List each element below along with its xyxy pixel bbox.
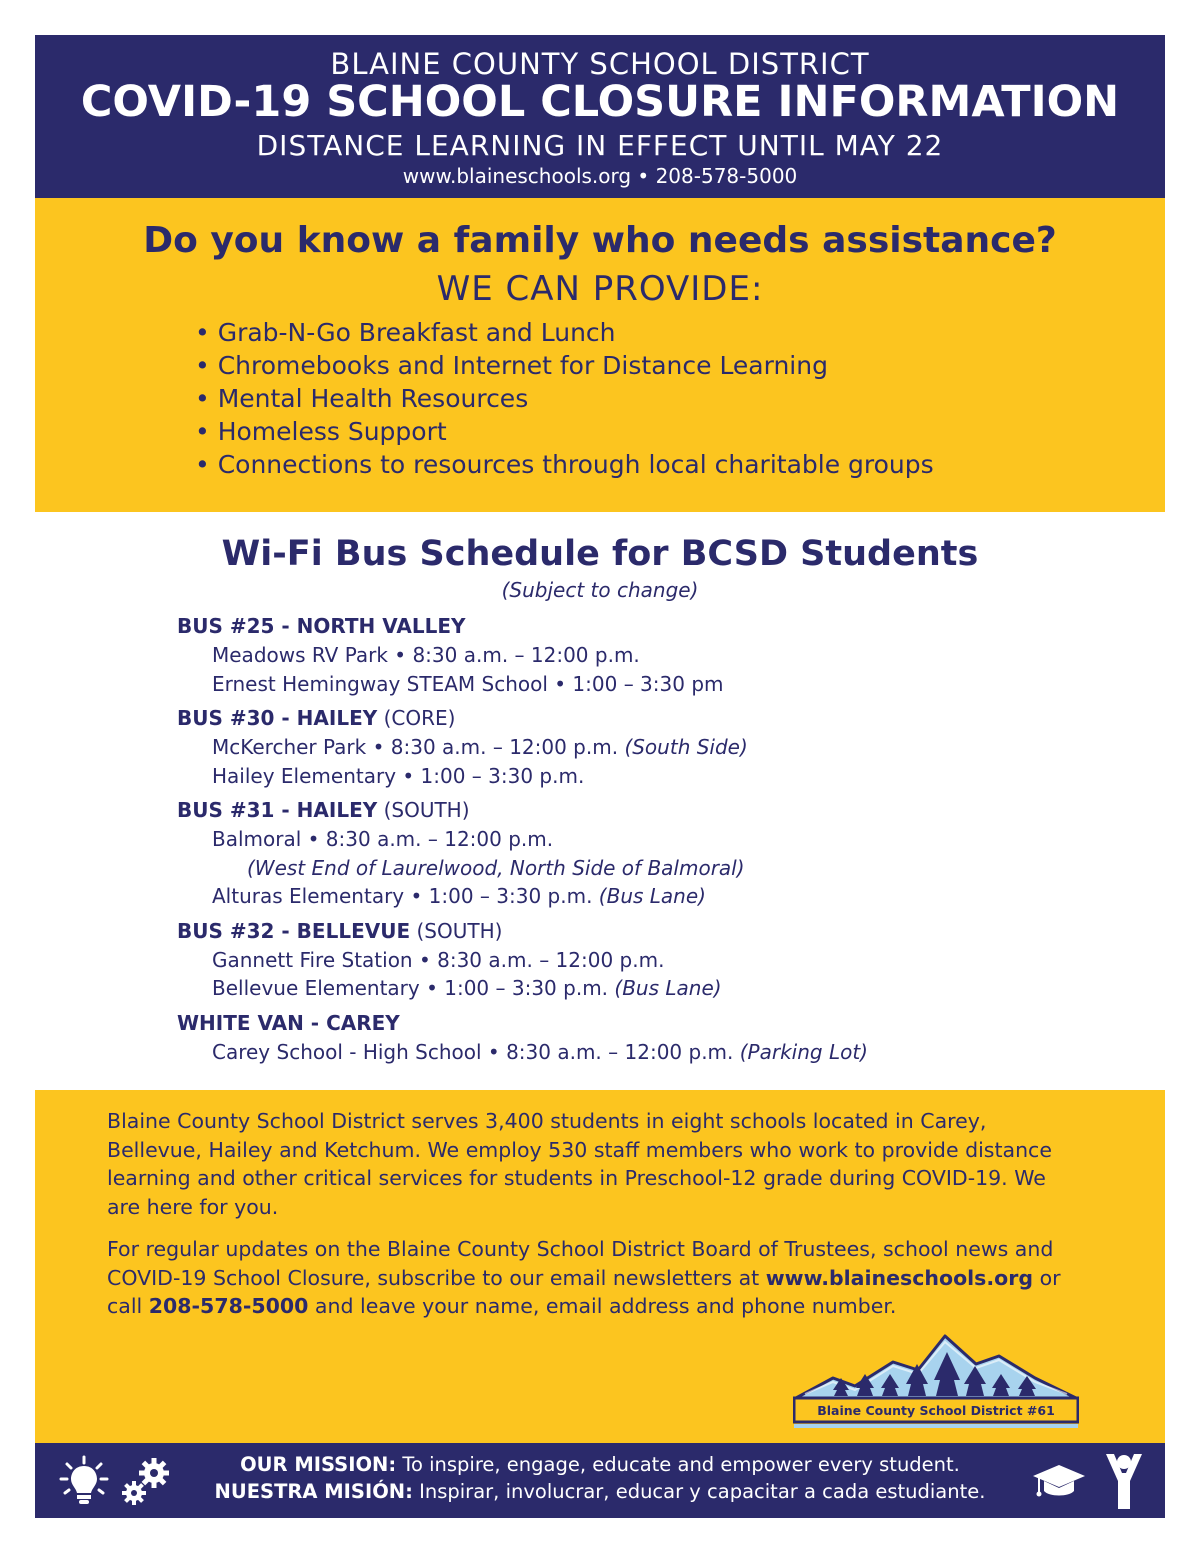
stop-text: Balmoral • 8:30 a.m. – 12:00 p.m.	[212, 827, 554, 851]
list-item: • Mental Health Resources	[195, 384, 529, 413]
route-heading	[177, 612, 868, 641]
route-zone: (SOUTH)	[410, 918, 503, 943]
stop-text: McKercher Park • 8:30 a.m. – 12:00 p.m.	[212, 735, 625, 759]
bus-schedule-heading: Wi-Fi Bus Schedule for BCSD Students	[221, 534, 979, 574]
page-subtitle: DISTANCE LEARNING IN EFFECT UNTIL MAY 22	[256, 129, 944, 162]
stop-note: (Parking Lot)	[739, 1039, 868, 1064]
route-bus-32	[177, 917, 868, 1003]
stop-text: Gannett Fire Station • 8:30 a.m. – 12:00 p.m.	[212, 947, 665, 972]
about-paragraph: Blaine County School District serves 3,400 students in eight schools located in Carey, Bellevue, Hailey and Ketchum. We employ 530 staff members who work to provide distance learning and other critical services for students in Preschool-12 grade during COVID-19. We are here for you.	[107, 1109, 1052, 1219]
route-heading	[177, 1009, 868, 1038]
stop-note: (Bus Lane)	[598, 884, 706, 908]
stop-note: (South Side)	[624, 735, 748, 759]
mission-label: OUR MISSION:	[240, 1453, 397, 1476]
we-can-provide-heading: WE CAN PROVIDE:	[436, 269, 764, 309]
route-heading	[177, 917, 868, 946]
route-name: BUS #31 - HAILEY	[177, 798, 378, 822]
updates-paragraph	[107, 1235, 1067, 1321]
logo-text: Blaine County School District #61	[817, 1403, 1055, 1418]
page-title: COVID-19 SCHOOL CLOSURE INFORMATION	[80, 77, 1120, 127]
route-name: BUS #30 - HAILEY	[177, 706, 378, 730]
route-stop	[177, 670, 868, 699]
mission-footer	[35, 1443, 1165, 1518]
route-stop	[177, 882, 868, 911]
services-list	[195, 316, 934, 481]
bus-schedule-note: (Subject to change)	[501, 578, 699, 602]
route-bus-25	[177, 612, 868, 698]
routes-list	[177, 612, 868, 1072]
route-stop	[177, 733, 868, 762]
mission-english	[35, 1453, 1165, 1476]
route-stop	[177, 974, 868, 1003]
list-item: • Connections to resources through local charitable groups	[195, 450, 934, 479]
bus-schedule-section	[0, 512, 1200, 1090]
mission-spanish	[35, 1480, 1165, 1503]
stop-note: (Bus Lane)	[614, 976, 722, 1000]
list-item: • Homeless Support	[195, 417, 447, 446]
district-logo	[793, 1334, 1079, 1430]
contact-line: www.blaineschools.org • 208-578-5000	[402, 164, 798, 188]
stop-text: Alturas Elementary • 1:00 – 3:30 p.m.	[212, 884, 599, 908]
graduation-cap-icon	[1031, 1461, 1087, 1501]
route-stop	[177, 1038, 868, 1067]
route-stop-location-note	[177, 854, 868, 883]
list-item: • Grab-N-Go Breakfast and Lunch	[195, 318, 616, 347]
route-bus-30	[177, 704, 868, 790]
route-zone: (SOUTH)	[377, 798, 470, 822]
route-heading	[177, 796, 868, 825]
updates-text: and leave your name, email address and phone number.	[308, 1294, 897, 1318]
route-stop	[177, 762, 868, 791]
updates-text: For regular updates on the Blaine County School District Board of Trustees, school news and COVID-19 School Closure, subscribe to our email newsletters at	[107, 1237, 1054, 1290]
stop-text: Meadows RV Park • 8:30 a.m. – 12:00 p.m.	[212, 643, 640, 667]
stop-text: Carey School - High School • 8:30 a.m. – 12:00 p.m.	[212, 1039, 740, 1064]
route-stop	[177, 825, 868, 854]
raised-arms-person-icon	[1103, 1451, 1145, 1511]
mission-text: To inspire, engage, educate and empower every student.	[396, 1453, 960, 1476]
mission-text: Inspirar, involucrar, educar y capacitar a cada estudiante.	[412, 1480, 986, 1503]
route-name: BUS #32 - BELLEVUE	[177, 918, 411, 943]
list-item: • Chromebooks and Internet for Distance Learning	[195, 351, 828, 380]
route-name: BUS #25 - NORTH VALLEY	[177, 614, 466, 638]
route-zone: (CORE)	[377, 706, 456, 730]
about-section	[35, 1090, 1165, 1443]
assistance-question: Do you know a family who needs assistance?	[143, 220, 1057, 261]
website-link[interactable]: www.blaineschools.org	[765, 1265, 1034, 1290]
stop-text: Bellevue Elementary • 1:00 – 3:30 p.m.	[212, 976, 615, 1000]
route-name: WHITE VAN - CAREY	[177, 1010, 400, 1035]
route-stop	[177, 946, 868, 975]
stop-text: Ernest Hemingway STEAM School • 1:00 – 3:30 pm	[212, 671, 724, 696]
route-heading	[177, 704, 868, 733]
header-banner	[35, 35, 1165, 198]
district-name: BLAINE COUNTY SCHOOL DISTRICT	[330, 47, 870, 81]
stop-note: (West End of Laurelwood, North Side of Balmoral)	[247, 855, 745, 880]
stop-text: Hailey Elementary • 1:00 – 3:30 p.m.	[212, 763, 585, 788]
route-bus-31	[177, 796, 868, 911]
route-stop	[177, 641, 868, 670]
updates-text: or call	[107, 1265, 1061, 1318]
assistance-section	[35, 198, 1165, 512]
mission-label: NUESTRA MISIÓN:	[214, 1480, 413, 1503]
phone-number[interactable]: 208-578-5000	[148, 1294, 309, 1318]
route-white-van	[177, 1009, 868, 1067]
